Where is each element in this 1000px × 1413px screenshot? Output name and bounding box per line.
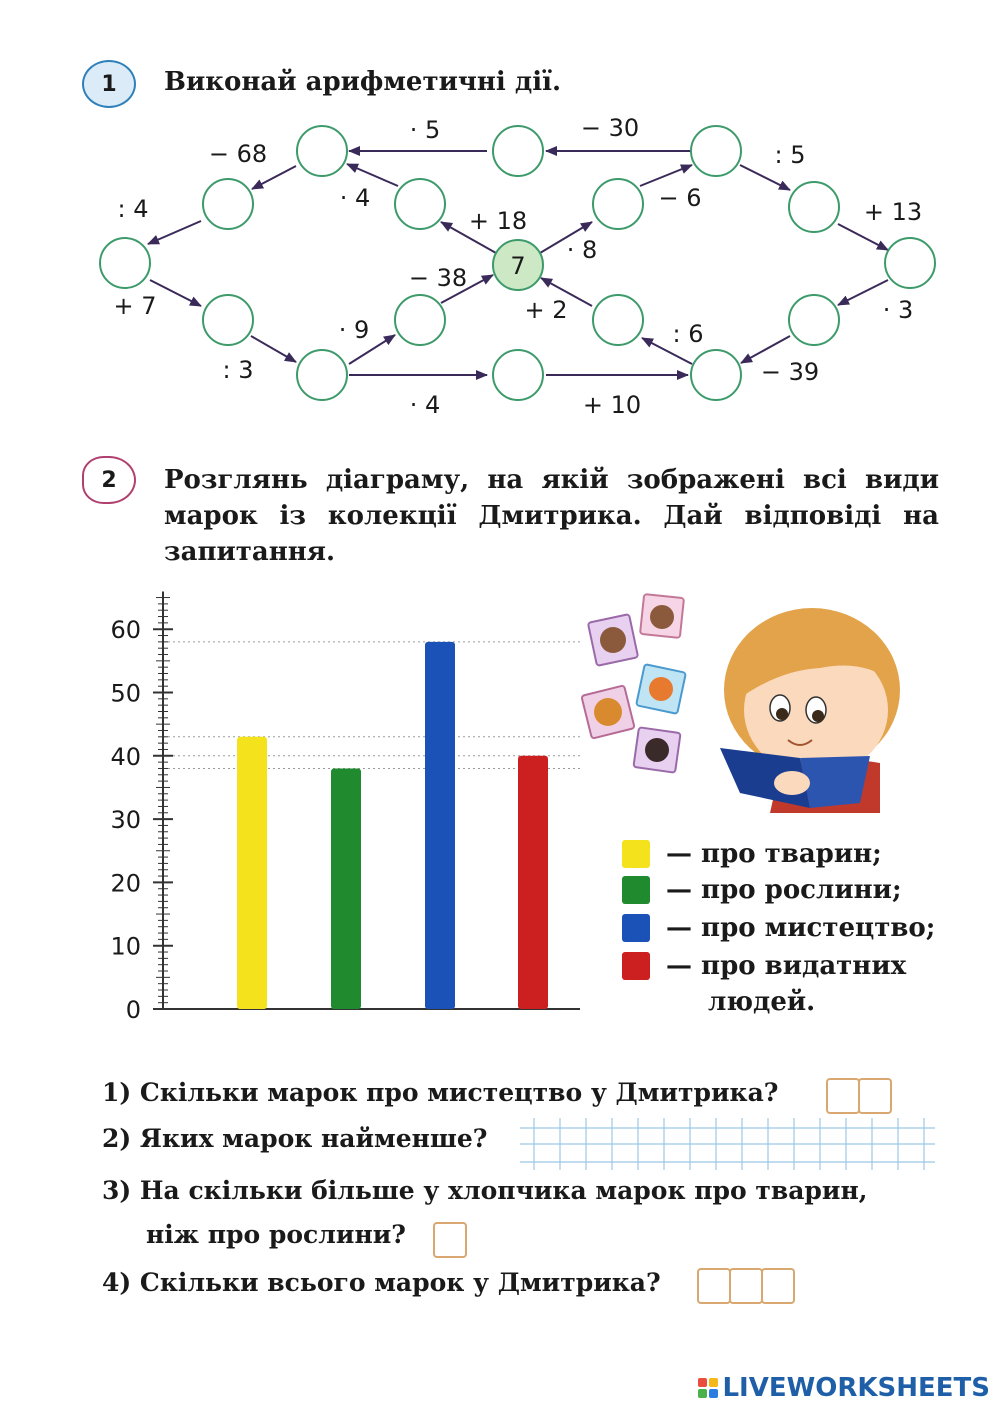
arrow xyxy=(640,165,692,186)
stamp-icon xyxy=(640,594,684,638)
y-tick-label: 10 xyxy=(110,932,141,961)
question-1: 1) Скільки марок про мистецтво у Дмитрика? xyxy=(102,1078,779,1107)
operation-label: + 18 xyxy=(468,207,528,235)
y-tick-label: 30 xyxy=(110,806,141,835)
answer-circle xyxy=(203,295,253,345)
boy-with-stamps-illustration xyxy=(580,588,930,813)
answer-circle xyxy=(297,350,347,400)
liveworksheets-logo xyxy=(698,1373,990,1403)
operation-label: − 38 xyxy=(408,264,468,292)
legend-label: людей. xyxy=(708,987,816,1017)
operation-label: − 6 xyxy=(658,184,702,212)
answer-circle xyxy=(789,295,839,345)
legend-item-art xyxy=(622,910,935,946)
legend-item-animals xyxy=(622,836,882,872)
legend-swatch xyxy=(622,914,650,942)
answer-circle xyxy=(789,182,839,232)
operation-label: : 3 xyxy=(222,356,254,384)
brand-icon xyxy=(698,1378,718,1398)
operation-label: · 9 xyxy=(338,316,370,344)
operation-label: + 13 xyxy=(863,198,923,226)
answer-circle xyxy=(593,179,643,229)
question-4: 4) Скільки всього марок у Дмитрика? xyxy=(102,1268,661,1297)
question-3-continuation: ніж про рослини? xyxy=(146,1220,406,1249)
task-2-number-badge xyxy=(82,456,136,504)
legend-label: — про рослини; xyxy=(666,875,902,905)
answer-circle xyxy=(100,238,150,288)
operation-label: : 5 xyxy=(774,141,806,169)
legend-swatch xyxy=(622,952,650,980)
start-value: 7 xyxy=(510,252,526,280)
stamp-icon xyxy=(581,685,634,738)
arrow xyxy=(347,164,398,186)
answer-circle xyxy=(493,126,543,176)
answer-circle xyxy=(395,179,445,229)
task-1-title: Виконай арифметичні дії. xyxy=(164,67,561,97)
y-tick-label: 40 xyxy=(110,742,141,771)
legend-label: — про видатних xyxy=(666,951,907,981)
operation-label: : 6 xyxy=(672,320,704,348)
y-tick-label: 0 xyxy=(125,996,141,1024)
operation-label: − 68 xyxy=(208,140,268,168)
arrow xyxy=(252,166,296,189)
answer-box-q3[interactable] xyxy=(433,1222,467,1258)
task-2-number: 2 xyxy=(101,467,117,493)
legend-item-plants xyxy=(622,872,902,908)
operation-label: + 10 xyxy=(582,391,642,419)
bar xyxy=(425,642,455,1009)
y-tick-label: 50 xyxy=(110,679,141,708)
answer-grid-q2[interactable] xyxy=(520,1118,935,1170)
operation-label: − 39 xyxy=(760,358,820,386)
bar xyxy=(331,768,361,1009)
legend-label: — про тварин; xyxy=(666,839,882,869)
answer-circle xyxy=(395,295,445,345)
answer-box-q4-tens[interactable] xyxy=(729,1268,763,1304)
answer-box-q1-units[interactable] xyxy=(858,1078,892,1114)
operation-label: : 4 xyxy=(117,195,149,223)
operation-label: · 8 xyxy=(566,236,598,264)
bar xyxy=(237,737,267,1009)
operation-label: · 4 xyxy=(339,184,371,212)
reading-boy xyxy=(720,608,900,813)
bar xyxy=(518,756,548,1009)
task-1-number: 1 xyxy=(101,71,117,97)
legend-swatch xyxy=(622,876,650,904)
answer-circle xyxy=(691,350,741,400)
stamp-icon xyxy=(636,664,686,714)
question-2: 2) Яких марок найменше? xyxy=(102,1124,488,1153)
arrow xyxy=(838,224,888,250)
answer-circle xyxy=(593,295,643,345)
y-tick-label: 20 xyxy=(110,869,141,898)
arrow xyxy=(838,280,888,305)
answer-circle xyxy=(885,238,935,288)
arrow xyxy=(251,336,296,362)
brand-name: LIVEWORKSHEETS xyxy=(722,1373,990,1403)
y-tick-label: 60 xyxy=(110,616,141,645)
legend-label: — про мистецтво; xyxy=(666,913,936,943)
operation-label: + 7 xyxy=(113,292,157,320)
task-2-text: Розглянь діаграму, на якій зображені всі види марок із колекції Дмитрика. Дай відповіді на запитання. xyxy=(164,465,939,567)
answer-circle xyxy=(297,126,347,176)
legend-item-famous-people xyxy=(622,948,906,984)
operation-label: · 5 xyxy=(409,116,441,144)
question-3: 3) На скільки більше у хлопчика марок про тварин, xyxy=(102,1176,868,1205)
legend-swatch xyxy=(622,840,650,868)
operation-label: · 3 xyxy=(882,296,914,324)
legend-item-continuation xyxy=(708,984,815,1020)
operation-label: − 30 xyxy=(580,114,640,142)
operation-label: + 2 xyxy=(524,296,568,324)
arithmetic-chain-diagram xyxy=(0,100,1000,430)
stamp-icon xyxy=(588,614,638,666)
arrow xyxy=(150,280,201,306)
stamps-bar-chart xyxy=(90,575,590,1025)
arrow xyxy=(148,221,201,244)
answer-circle xyxy=(691,126,741,176)
answer-box-q4-hundreds[interactable] xyxy=(697,1268,731,1304)
answer-box-q4-units[interactable] xyxy=(761,1268,795,1304)
answer-circle xyxy=(203,179,253,229)
stamp-icon xyxy=(633,727,680,772)
operation-label: · 4 xyxy=(409,391,441,419)
answer-box-q1-tens[interactable] xyxy=(826,1078,860,1114)
answer-circle xyxy=(493,350,543,400)
